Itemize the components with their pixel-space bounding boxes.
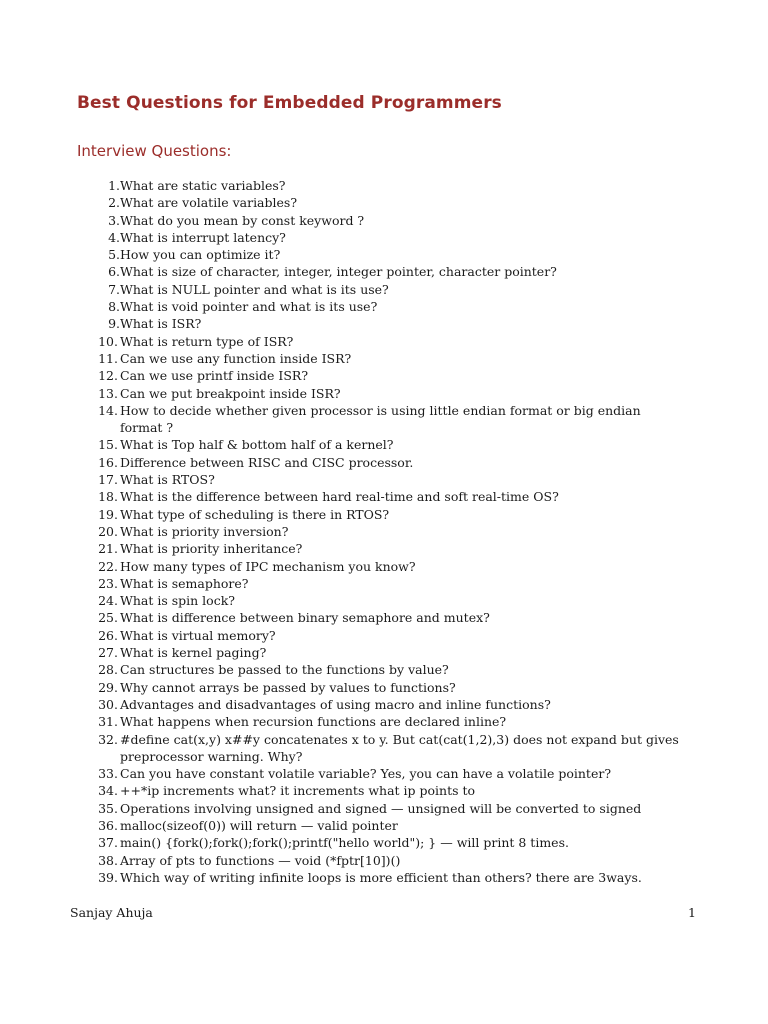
list-item-number: 35. [98,800,118,816]
list-item-number: 16. [98,454,118,470]
list-item-text: What is difference between binary semaphore and mutex? [120,610,490,626]
list-item-number: 15. [98,437,118,453]
list-item-number: 2. [108,195,120,211]
list-item-text: What is NULL pointer and what is its use? [120,281,389,297]
list-item-number: 37. [98,835,118,851]
list-item [0,523,768,540]
list-item-text: Which way of writing infinite loops is more efficient than others? there are 3ways. [120,869,642,885]
list-item-text: Can we use any function inside ISR? [120,350,352,366]
list-item-text: How many types of IPC mechanism you know? [120,558,416,574]
list-item-number: 17. [98,472,118,488]
list-item [0,333,768,350]
list-item-number: 22. [98,558,118,574]
list-item-text: Array of pts to functions — void (*fptr[10])() [120,852,401,868]
list-item-number: 21. [98,541,118,557]
list-item [0,506,768,523]
list-item-number: 5. [108,247,120,263]
list-item [0,661,768,678]
list-item [0,644,768,661]
list-item-number: 32. [98,731,118,747]
list-item [0,177,768,194]
list-item [0,367,768,384]
list-item-number: 33. [98,766,118,782]
list-item [0,696,768,713]
list-item [0,713,768,730]
list-item-number: 4. [108,229,120,245]
list-item-text: Can we put breakpoint inside ISR? [120,385,341,401]
list-item-number: 24. [98,593,118,609]
list-item-number: 11. [98,350,118,366]
list-item-text: What is Top half & bottom half of a kernel? [120,437,394,453]
list-item [0,454,768,471]
list-item [0,281,768,298]
list-item-number: 12. [98,368,118,384]
list-item-text: What is interrupt latency? [120,229,286,245]
list-item-number: 26. [98,627,118,643]
list-item-number: 28. [98,662,118,678]
list-item-text: How to decide whether given processor is using little endian format or big endian format ? [120,402,641,436]
list-item-text: What type of scheduling is there in RTOS? [120,506,390,522]
list-item-text: What is size of character, integer, integer pointer, character pointer? [120,264,557,280]
list-item [0,229,768,246]
list-item-number: 29. [98,679,118,695]
list-item-number: 13. [98,385,118,401]
page-title: Best Questions for Embedded Programmers [77,93,502,113]
list-item [0,817,768,834]
list-item-number: 20. [98,523,118,539]
list-item [0,731,768,766]
list-item-text: Can you have constant volatile variable? Yes, you can have a volatile pointer? [120,766,612,782]
list-item-number: 10. [98,333,118,349]
list-item-text: What is ISR? [120,316,202,332]
list-item [0,402,768,437]
list-item-text: What is priority inheritance? [120,541,303,557]
list-item-number: 8. [108,299,120,315]
list-item-text: What is spin lock? [120,593,235,609]
list-item-number: 30. [98,696,118,712]
list-item [0,212,768,229]
list-item-number: 31. [98,714,118,730]
list-item [0,194,768,211]
list-item [0,592,768,609]
list-item [0,246,768,263]
list-item-text: Can structures be passed to the functions by value? [120,662,449,678]
list-item [0,471,768,488]
list-item-text: What are static variables? [120,178,286,193]
list-item-text: What is virtual memory? [120,627,276,643]
list-item [0,852,768,869]
list-item-number: 25. [98,610,118,626]
list-item-number: 14. [98,402,118,418]
list-item-number: 6. [108,264,120,280]
list-item-text: ++*ip increments what? it increments what ip points to [120,783,476,799]
list-item-number: 36. [98,817,118,833]
list-item-text: malloc(sizeof(0)) will return — valid pointer [120,817,398,833]
list-item-number: 27. [98,645,118,661]
list-item-text: What is void pointer and what is its use? [120,299,378,315]
list-item-text: What is RTOS? [120,472,215,488]
list-item [0,800,768,817]
list-item [0,609,768,626]
list-item-text: How you can optimize it? [120,247,281,263]
list-item [0,575,768,592]
list-item-number: 34. [98,783,118,799]
list-item [0,834,768,851]
list-item-number: 19. [98,506,118,522]
list-item [0,558,768,575]
section-title: Interview Questions: [77,142,232,160]
list-item-number: 3. [108,212,120,228]
list-item [0,782,768,799]
list-item-text: What is kernel paging? [120,645,267,661]
list-item-text: What is return type of ISR? [120,333,294,349]
list-item-text: Operations involving unsigned and signed — unsigned will be converted to signed [120,800,642,816]
list-item-number: 38. [98,852,118,868]
list-item [0,869,768,886]
list-item-text: Difference between RISC and CISC processor. [120,454,414,470]
list-item [0,315,768,332]
list-item-text: What do you mean by const keyword ? [120,212,365,228]
list-item-number: 23. [98,575,118,591]
list-item [0,765,768,782]
list-item [0,679,768,696]
list-item-text: What is semaphore? [120,575,249,591]
list-item-text: What happens when recursion functions are declared inline? [120,714,507,730]
list-item [0,298,768,315]
footer-author: Sanjay Ahuja [70,905,153,920]
list-item [0,540,768,557]
list-item-text: What is the difference between hard real-time and soft real-time OS? [120,489,559,505]
list-item-text: What is priority inversion? [120,523,289,539]
list-item [0,627,768,644]
list-item [0,436,768,453]
page-number: 1 [688,905,696,920]
list-item [0,350,768,367]
list-item-text: Can we use printf inside ISR? [120,368,309,384]
list-item-text: What are volatile variables? [120,195,298,211]
list-item [0,263,768,280]
list-item-text: Why cannot arrays be passed by values to functions? [120,679,456,695]
list-item-text: #define cat(x,y) x##y concatenates x to y. But cat(cat(1,2),3) does not expand but gives preprocessor warning. Why? [120,731,679,764]
list-item-number: 9. [108,316,120,332]
list-item-number: 18. [98,489,118,505]
list-item [0,385,768,402]
question-list [0,177,768,886]
list-item-number: 1. [108,178,120,193]
list-item-text: main() {fork();fork();fork();printf("hello world"); } — will print 8 times. [120,835,569,851]
list-item [0,488,768,505]
list-item-number: 39. [98,869,118,885]
list-item-number: 7. [108,281,120,297]
list-item-text: Advantages and disadvantages of using macro and inline functions? [120,696,551,712]
